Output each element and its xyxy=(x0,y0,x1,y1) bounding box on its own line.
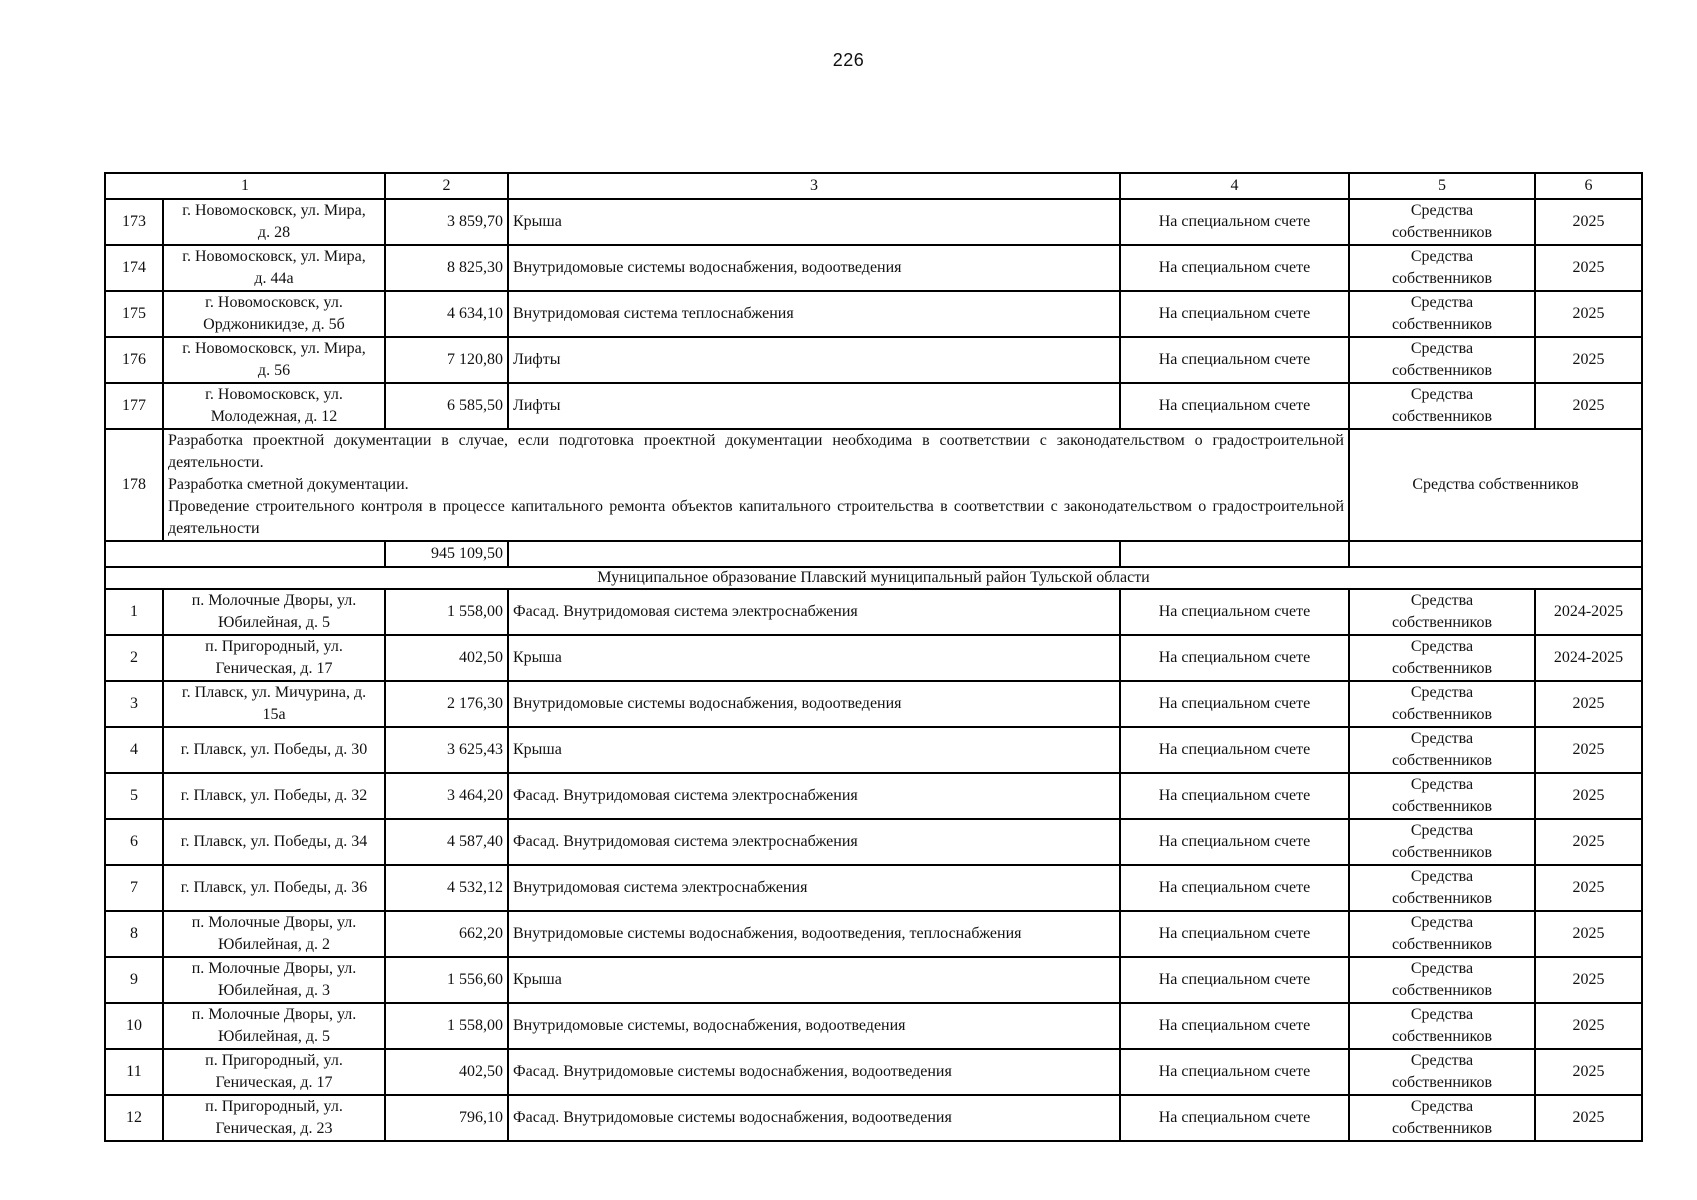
address-line: Геническая, д. 23 xyxy=(215,1120,333,1137)
account-cell: На специальном счете xyxy=(1120,1049,1349,1095)
row-number: 174 xyxy=(105,245,163,291)
address-line: Юбилейная, д. 5 xyxy=(218,614,330,631)
table-row xyxy=(105,865,1642,911)
row-number: 7 xyxy=(105,865,163,911)
row-number: 10 xyxy=(105,1003,163,1049)
description-paragraph: Проведение строительного контроля в процессе капитального ремонта объектов капитального строительства в соответствии с законодательством о градостроительной деятельности xyxy=(168,498,1344,537)
account-cell: На специальном счете xyxy=(1120,589,1349,635)
year-cell: 2025 xyxy=(1535,337,1642,383)
address-line: г. Плавск, ул. Победы, д. 30 xyxy=(180,741,368,758)
header-col-3: 3 xyxy=(508,173,1120,199)
address-line: г. Новомосковск, ул. xyxy=(205,294,343,311)
funding-source-line: собственников xyxy=(1391,936,1493,953)
area-cell: 1 558,00 xyxy=(385,589,508,635)
funding-source-cell xyxy=(1349,865,1535,911)
capital-repair-table xyxy=(104,172,1643,1142)
address-cell xyxy=(163,589,385,635)
table-row xyxy=(105,383,1642,429)
address-line: Юбилейная, д. 3 xyxy=(218,982,330,999)
year-cell: 2025 xyxy=(1535,383,1642,429)
work-type-cell: Фасад. Внутридомовая система электроснабжения xyxy=(508,589,1120,635)
funding-source-cell xyxy=(1349,1095,1535,1141)
table-row xyxy=(105,727,1642,773)
area-cell: 402,50 xyxy=(385,1049,508,1095)
total-area-cell: 945 109,50 xyxy=(385,541,508,567)
address-cell xyxy=(163,291,385,337)
funding-source-line: собственников xyxy=(1391,706,1493,723)
funding-source-line: Средства xyxy=(1410,294,1474,311)
work-type-cell: Крыша xyxy=(508,199,1120,245)
funding-source-line: Средства xyxy=(1410,340,1474,357)
funding-source-line: Средства xyxy=(1410,592,1474,609)
funding-source-cell xyxy=(1349,911,1535,957)
address-line: Юбилейная, д. 5 xyxy=(218,1028,330,1045)
funding-source-line: собственников xyxy=(1391,270,1493,287)
section-title-row xyxy=(105,567,1642,589)
address-cell xyxy=(163,727,385,773)
description-paragraph: Разработка сметной документации. xyxy=(168,476,409,493)
empty-cell xyxy=(1349,541,1642,567)
description-paragraph: Разработка проектной документации в случае, если подготовка проектной документации необходима в соответствии с законодательством о градостроительной деятельности. xyxy=(168,432,1344,471)
funding-source-cell xyxy=(1349,681,1535,727)
table-row xyxy=(105,1049,1642,1095)
year-cell: 2024-2025 xyxy=(1535,589,1642,635)
work-type-cell: Фасад. Внутридомовая система электроснабжения xyxy=(508,773,1120,819)
year-cell: 2025 xyxy=(1535,291,1642,337)
account-cell: На специальном счете xyxy=(1120,199,1349,245)
table-row xyxy=(105,199,1642,245)
funding-source-line: собственников xyxy=(1391,660,1493,677)
area-cell: 6 585,50 xyxy=(385,383,508,429)
row-number: 176 xyxy=(105,337,163,383)
address-line: Орджоникидзе, д. 5б xyxy=(203,316,345,333)
row-number: 178 xyxy=(105,429,163,541)
area-cell: 3 464,20 xyxy=(385,773,508,819)
row-number: 4 xyxy=(105,727,163,773)
address-cell xyxy=(163,1095,385,1141)
work-type-cell: Внутридомовые системы водоснабжения, водоотведения, теплоснабжения xyxy=(508,911,1120,957)
area-cell: 402,50 xyxy=(385,635,508,681)
address-line: г. Новомосковск, ул. Мира, xyxy=(182,202,366,219)
address-line: Геническая, д. 17 xyxy=(215,1074,333,1091)
address-line: п. Пригородный, ул. xyxy=(205,1052,343,1069)
table-row-178 xyxy=(105,429,1642,541)
funding-source-cell xyxy=(1349,245,1535,291)
area-cell: 7 120,80 xyxy=(385,337,508,383)
row-number: 5 xyxy=(105,773,163,819)
section-title: Муниципальное образование Плавский муниципальный район Тульской области xyxy=(105,567,1642,589)
funding-source-line: Средства xyxy=(1410,960,1474,977)
table-row xyxy=(105,1003,1642,1049)
address-line: д. 44а xyxy=(254,270,294,287)
account-cell: На специальном счете xyxy=(1120,383,1349,429)
funding-source-line: Средства xyxy=(1410,386,1474,403)
address-line: г. Новомосковск, ул. Мира, xyxy=(182,248,366,265)
table-row xyxy=(105,911,1642,957)
header-col-4: 4 xyxy=(1120,173,1349,199)
funding-source-line: Средства xyxy=(1410,248,1474,265)
area-cell: 2 176,30 xyxy=(385,681,508,727)
address-cell xyxy=(163,199,385,245)
address-cell xyxy=(163,1049,385,1095)
funding-source-cell xyxy=(1349,1049,1535,1095)
table-row xyxy=(105,337,1642,383)
funding-source-line: собственников xyxy=(1391,890,1493,907)
table-row xyxy=(105,245,1642,291)
empty-cell xyxy=(1120,541,1349,567)
row-number: 8 xyxy=(105,911,163,957)
address-cell xyxy=(163,245,385,291)
address-cell xyxy=(163,1003,385,1049)
address-cell xyxy=(163,865,385,911)
address-cell xyxy=(163,773,385,819)
work-type-cell: Крыша xyxy=(508,957,1120,1003)
year-cell: 2025 xyxy=(1535,727,1642,773)
area-cell: 8 825,30 xyxy=(385,245,508,291)
year-cell: 2025 xyxy=(1535,245,1642,291)
work-type-cell: Лифты xyxy=(508,337,1120,383)
table-row xyxy=(105,635,1642,681)
address-cell xyxy=(163,383,385,429)
funding-source-cell xyxy=(1349,291,1535,337)
work-type-cell: Внутридомовые системы, водоснабжения, водоотведения xyxy=(508,1003,1120,1049)
funding-source-line: Средства xyxy=(1410,868,1474,885)
work-type-cell: Фасад. Внутридомовая система электроснабжения xyxy=(508,819,1120,865)
address-cell xyxy=(163,635,385,681)
funding-source-cell xyxy=(1349,957,1535,1003)
funding-source-line: Средства xyxy=(1410,202,1474,219)
account-cell: На специальном счете xyxy=(1120,291,1349,337)
address-line: д. 56 xyxy=(257,362,291,379)
account-cell: На специальном счете xyxy=(1120,1003,1349,1049)
work-type-cell: Внутридомовая система теплоснабжения xyxy=(508,291,1120,337)
row-number: 177 xyxy=(105,383,163,429)
funding-source-line: собственников xyxy=(1391,982,1493,999)
row-number: 175 xyxy=(105,291,163,337)
table-row xyxy=(105,819,1642,865)
table-row xyxy=(105,681,1642,727)
row-number: 12 xyxy=(105,1095,163,1141)
funding-source-line: собственников xyxy=(1391,408,1493,425)
address-line: Геническая, д. 17 xyxy=(215,660,333,677)
row-number: 173 xyxy=(105,199,163,245)
table-row xyxy=(105,773,1642,819)
table-row xyxy=(105,957,1642,1003)
header-col-1: 1 xyxy=(105,173,385,199)
funding-source-cell xyxy=(1349,727,1535,773)
funding-source-line: собственников xyxy=(1391,362,1493,379)
work-type-cell: Крыша xyxy=(508,727,1120,773)
address-cell xyxy=(163,957,385,1003)
row-number: 1 xyxy=(105,589,163,635)
funding-source-line: Средства xyxy=(1410,1006,1474,1023)
address-line: г. Плавск, ул. Победы, д. 36 xyxy=(180,879,368,896)
account-cell: На специальном счете xyxy=(1120,337,1349,383)
funding-source-line: собственников xyxy=(1391,316,1493,333)
row-number: 11 xyxy=(105,1049,163,1095)
area-cell: 1 556,60 xyxy=(385,957,508,1003)
funding-source-line: Средства xyxy=(1410,1098,1474,1115)
address-cell xyxy=(163,337,385,383)
address-line: п. Молочные Дворы, ул. xyxy=(191,592,357,609)
address-line: Юбилейная, д. 2 xyxy=(218,936,330,953)
work-type-cell: Внутридомовая система электроснабжения xyxy=(508,865,1120,911)
address-line: Молодежная, д. 12 xyxy=(210,408,338,425)
year-cell: 2025 xyxy=(1535,957,1642,1003)
account-cell: На специальном счете xyxy=(1120,727,1349,773)
area-cell: 3 859,70 xyxy=(385,199,508,245)
funding-source-line: собственников xyxy=(1391,1074,1493,1091)
account-cell: На специальном счете xyxy=(1120,681,1349,727)
area-cell: 3 625,43 xyxy=(385,727,508,773)
header-col-2: 2 xyxy=(385,173,508,199)
address-line: г. Плавск, ул. Победы, д. 32 xyxy=(180,787,368,804)
header-col-5: 5 xyxy=(1349,173,1535,199)
account-cell: На специальном счете xyxy=(1120,957,1349,1003)
address-line: 15а xyxy=(262,706,286,723)
row-number: 2 xyxy=(105,635,163,681)
year-cell: 2025 xyxy=(1535,865,1642,911)
year-cell: 2025 xyxy=(1535,1095,1642,1141)
funding-source-cell xyxy=(1349,199,1535,245)
address-line: г. Плавск, ул. Победы, д. 34 xyxy=(180,833,368,850)
account-cell: На специальном счете xyxy=(1120,773,1349,819)
funding-source-line: Средства xyxy=(1410,684,1474,701)
funding-source-cell xyxy=(1349,589,1535,635)
funding-source-line: собственников xyxy=(1391,614,1493,631)
funding-source-cell xyxy=(1349,773,1535,819)
table-row xyxy=(105,1095,1642,1141)
funding-source-cell xyxy=(1349,383,1535,429)
area-cell: 4 532,12 xyxy=(385,865,508,911)
address-line: п. Пригородный, ул. xyxy=(205,638,343,655)
account-cell: На специальном счете xyxy=(1120,1095,1349,1141)
account-cell: На специальном счете xyxy=(1120,245,1349,291)
column-number-header-row xyxy=(105,173,1642,199)
row-number: 9 xyxy=(105,957,163,1003)
work-type-cell: Внутридомовые системы водоснабжения, водоотведения xyxy=(508,245,1120,291)
account-cell: На специальном счете xyxy=(1120,635,1349,681)
address-line: г. Новомосковск, ул. xyxy=(205,386,343,403)
row-number: 6 xyxy=(105,819,163,865)
funding-source-line: собственников xyxy=(1391,1120,1493,1137)
address-line: п. Пригородный, ул. xyxy=(205,1098,343,1115)
funding-source-line: Средства xyxy=(1410,914,1474,931)
funding-source-line: собственников xyxy=(1391,752,1493,769)
address-line: г. Новомосковск, ул. Мира, xyxy=(182,340,366,357)
total-row xyxy=(105,541,1642,567)
year-cell: 2025 xyxy=(1535,1049,1642,1095)
row-number: 3 xyxy=(105,681,163,727)
funding-source-cell xyxy=(1349,819,1535,865)
area-cell: 4 587,40 xyxy=(385,819,508,865)
page-number: 226 xyxy=(832,50,865,70)
area-cell: 796,10 xyxy=(385,1095,508,1141)
address-line: п. Молочные Дворы, ул. xyxy=(191,1006,357,1023)
year-cell: 2025 xyxy=(1535,681,1642,727)
funding-source-line: собственников xyxy=(1391,1028,1493,1045)
account-cell: На специальном счете xyxy=(1120,819,1349,865)
funding-source-line: Средства xyxy=(1410,822,1474,839)
year-cell: 2025 xyxy=(1535,1003,1642,1049)
address-cell xyxy=(163,911,385,957)
area-cell: 1 558,00 xyxy=(385,1003,508,1049)
account-cell: На специальном счете xyxy=(1120,911,1349,957)
funding-source-cell: Средства собственников xyxy=(1349,429,1642,541)
funding-source-line: Средства xyxy=(1410,776,1474,793)
funding-source-line: собственников xyxy=(1391,798,1493,815)
header-col-6: 6 xyxy=(1535,173,1642,199)
description-cell xyxy=(163,429,1349,541)
funding-source-line: собственников xyxy=(1391,844,1493,861)
address-line: г. Плавск, ул. Мичурина, д. xyxy=(181,684,367,701)
work-type-cell: Крыша xyxy=(508,635,1120,681)
funding-source-cell xyxy=(1349,635,1535,681)
work-type-cell: Фасад. Внутридомовые системы водоснабжения, водоотведения xyxy=(508,1095,1120,1141)
address-line: п. Молочные Дворы, ул. xyxy=(191,914,357,931)
total-label-empty xyxy=(105,541,385,567)
funding-source-line: Средства xyxy=(1410,638,1474,655)
address-line: п. Молочные Дворы, ул. xyxy=(191,960,357,977)
funding-source-cell xyxy=(1349,337,1535,383)
account-cell: На специальном счете xyxy=(1120,865,1349,911)
funding-source-line: Средства xyxy=(1410,730,1474,747)
year-cell: 2025 xyxy=(1535,911,1642,957)
work-type-cell: Лифты xyxy=(508,383,1120,429)
table-row xyxy=(105,291,1642,337)
funding-source-line: собственников xyxy=(1391,224,1493,241)
address-line: д. 28 xyxy=(257,224,291,241)
area-cell: 4 634,10 xyxy=(385,291,508,337)
area-cell: 662,20 xyxy=(385,911,508,957)
funding-source-line: Средства xyxy=(1410,1052,1474,1069)
empty-cell xyxy=(508,541,1120,567)
year-cell: 2025 xyxy=(1535,819,1642,865)
work-type-cell: Фасад. Внутридомовые системы водоснабжения, водоотведения xyxy=(508,1049,1120,1095)
work-type-cell: Внутридомовые системы водоснабжения, водоотведения xyxy=(508,681,1120,727)
year-cell: 2025 xyxy=(1535,773,1642,819)
year-cell: 2025 xyxy=(1535,199,1642,245)
address-cell xyxy=(163,819,385,865)
address-cell xyxy=(163,681,385,727)
funding-source-cell xyxy=(1349,1003,1535,1049)
year-cell: 2024-2025 xyxy=(1535,635,1642,681)
table-row xyxy=(105,589,1642,635)
